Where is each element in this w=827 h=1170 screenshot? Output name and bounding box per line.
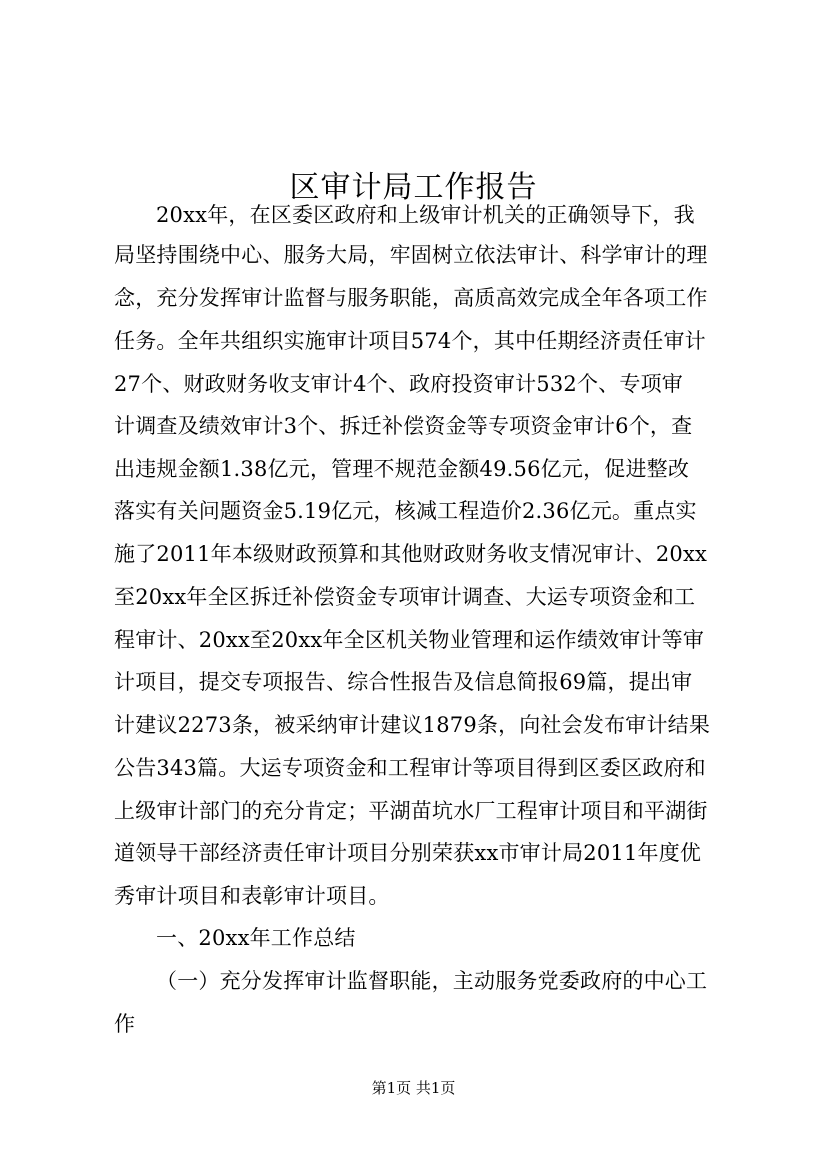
page-footer: 第1页 共1页 — [371, 1079, 456, 1097]
paragraph-line: 秀审计项目和表彰审计项目。 — [114, 884, 390, 908]
paragraph-line: 至20xx年全区拆迁补偿资金专项审计调查、大运专项资金和工 — [114, 585, 696, 609]
paragraph-line: 出违规金额1.38亿元，管理不规范金额49.56亿元，促进整改 — [114, 457, 690, 481]
paragraph-line: 20xx年，在区委区政府和上级审计机关的正确领导下，我 — [156, 203, 695, 227]
paragraph-line: 任务。全年共组织实施审计项目574个，其中任期经济责任审计 — [114, 329, 706, 353]
paragraph-line: 计调查及绩效审计3个、拆迁补偿资金等专项资金审计6个，查 — [114, 414, 693, 438]
document-title: 区审计局工作报告 — [289, 170, 538, 206]
paragraph-line: 上级审计部门的充分肯定；平湖苗坑水厂工程审计项目和平湖街 — [114, 799, 708, 823]
paragraph-line: 程审计、20xx至20xx年全区机关物业管理和运作绩效审计等审 — [114, 628, 705, 652]
section-heading: 一、20xx年工作总结 — [156, 926, 356, 950]
paragraph-line: 计项目，提交专项报告、综合性报告及信息简报69篇，提出审 — [114, 670, 693, 694]
paragraph-line: 公告343篇。大运专项资金和工程审计等项目得到区委区政府和 — [114, 756, 706, 780]
subsection-heading-continued: 作 — [114, 1012, 136, 1036]
paragraph-line: 落实有关问题资金5.19亿元，核减工程造价2.36亿元。重点实 — [114, 499, 697, 523]
paragraph-line: 局坚持围绕中心、服务大局，牢固树立依法审计、科学审计的理 — [114, 243, 708, 267]
paragraph-line: 施了2011年本级财政预算和其他财政财务收支情况审计、20xx — [114, 542, 708, 566]
paragraph-line: 道领导干部经济责任审计项目分别荣获xx市审计局2011年度优 — [114, 841, 702, 865]
paragraph-line: 27个、财政财务收支审计4个、政府投资审计532个、专项审 — [114, 372, 683, 396]
paragraph-line: 念，充分发挥审计监督与服务职能，高质高效完成全年各项工作 — [114, 286, 708, 310]
subsection-heading: （一）充分发挥审计监督职能，主动服务党委政府的中心工 — [156, 969, 708, 993]
paragraph-line: 计建议2273条，被采纳审计建议1879条，向社会发布审计结果 — [114, 713, 711, 737]
